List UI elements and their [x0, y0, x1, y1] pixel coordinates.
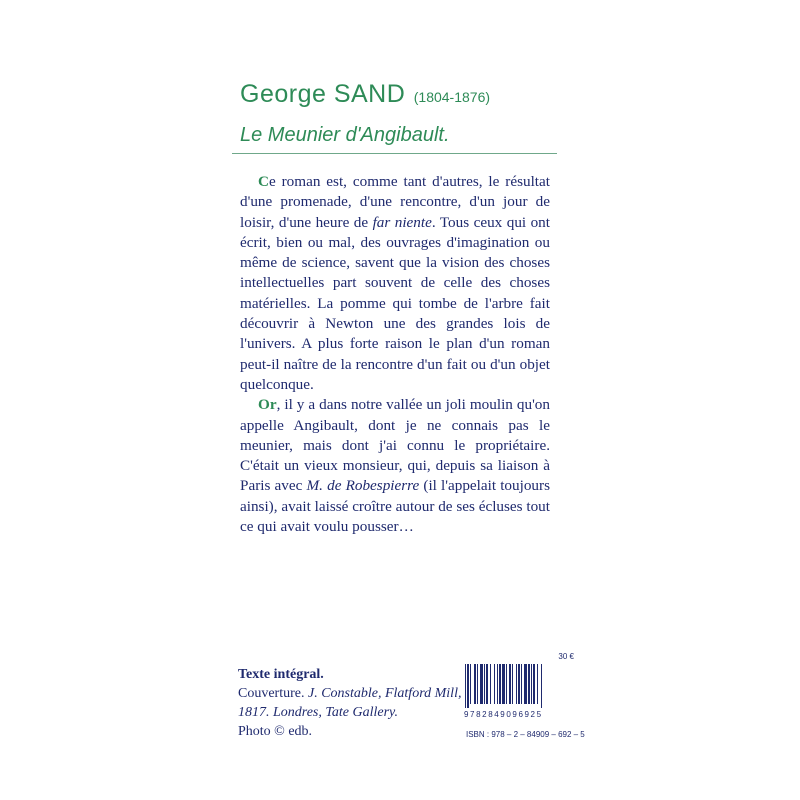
cover-credit-italic-1: J. Constable, Flatford Mill,	[307, 686, 462, 701]
cover-credit-line-2	[238, 703, 461, 722]
credits-block	[238, 665, 461, 741]
price-label: 30 €	[558, 652, 574, 661]
paragraph-2-text-a: , il y a dans notre vallée un joli moulin qu'on appelle Angibault, dont je ne connais pas le meunier, mais dont j'ai connu le propriétaire. C'était un vieux monsieur, qui, depuis sa liaison à Paris avec	[240, 396, 550, 495]
barcode-icon	[465, 664, 573, 708]
cover-credit-line-1	[238, 684, 461, 703]
paragraph-1-text-b: . Tous ceux qui ont écrit, bien ou mal, des ouvrages d'imagination ou même de science, savent que la vision des choses intellectuelles part souvent de celle des choses matérielles. La pomme qui tombe de l'arbre fait découvrir à Newton une des grandes lois de l'univers. A plus forte raison le plan d'un roman peut-il naître de la rencontre d'un fait ou d'un objet quelconque.	[240, 213, 550, 393]
author-name: George SAND	[240, 80, 406, 108]
paragraph-1-lead: C	[258, 173, 269, 190]
paragraph-1	[240, 172, 550, 395]
barcode-block	[458, 652, 585, 744]
full-text-note: Texte intégral.	[238, 667, 324, 682]
paragraph-2-text-b: (il l'appelait toujours ainsi), avait laissé croître autour de ses écluses tout ce qui avait voulu pousser…	[240, 477, 550, 536]
isbn-label: ISBN : 978 – 2 – 84909 – 692 – 5	[466, 730, 585, 739]
author-heading	[240, 80, 490, 109]
book-title: Le Meunier d'Angibault.	[240, 124, 450, 146]
blurb-text	[240, 172, 550, 537]
title-divider	[232, 153, 557, 154]
cover-credit-italic-2: 1817. Londres, Tate Gallery.	[238, 705, 398, 720]
paragraph-2	[240, 395, 550, 537]
cover-label: Couverture.	[238, 686, 308, 701]
photo-credit: Photo © edb.	[238, 724, 313, 739]
author-dates: (1804-1876)	[413, 89, 491, 105]
paragraph-1-text-a: e roman est, comme tant d'autres, le résultat d'une promenade, d'une rencontre, d'un jour de loisir, d'une heure de	[240, 173, 550, 231]
paragraph-2-lead: Or	[258, 396, 277, 414]
barcode-digits: 9782849096925	[464, 710, 543, 719]
paragraph-1-italic: far niente	[372, 213, 432, 231]
paragraph-2-italic: M. de Robespierre	[306, 477, 420, 495]
